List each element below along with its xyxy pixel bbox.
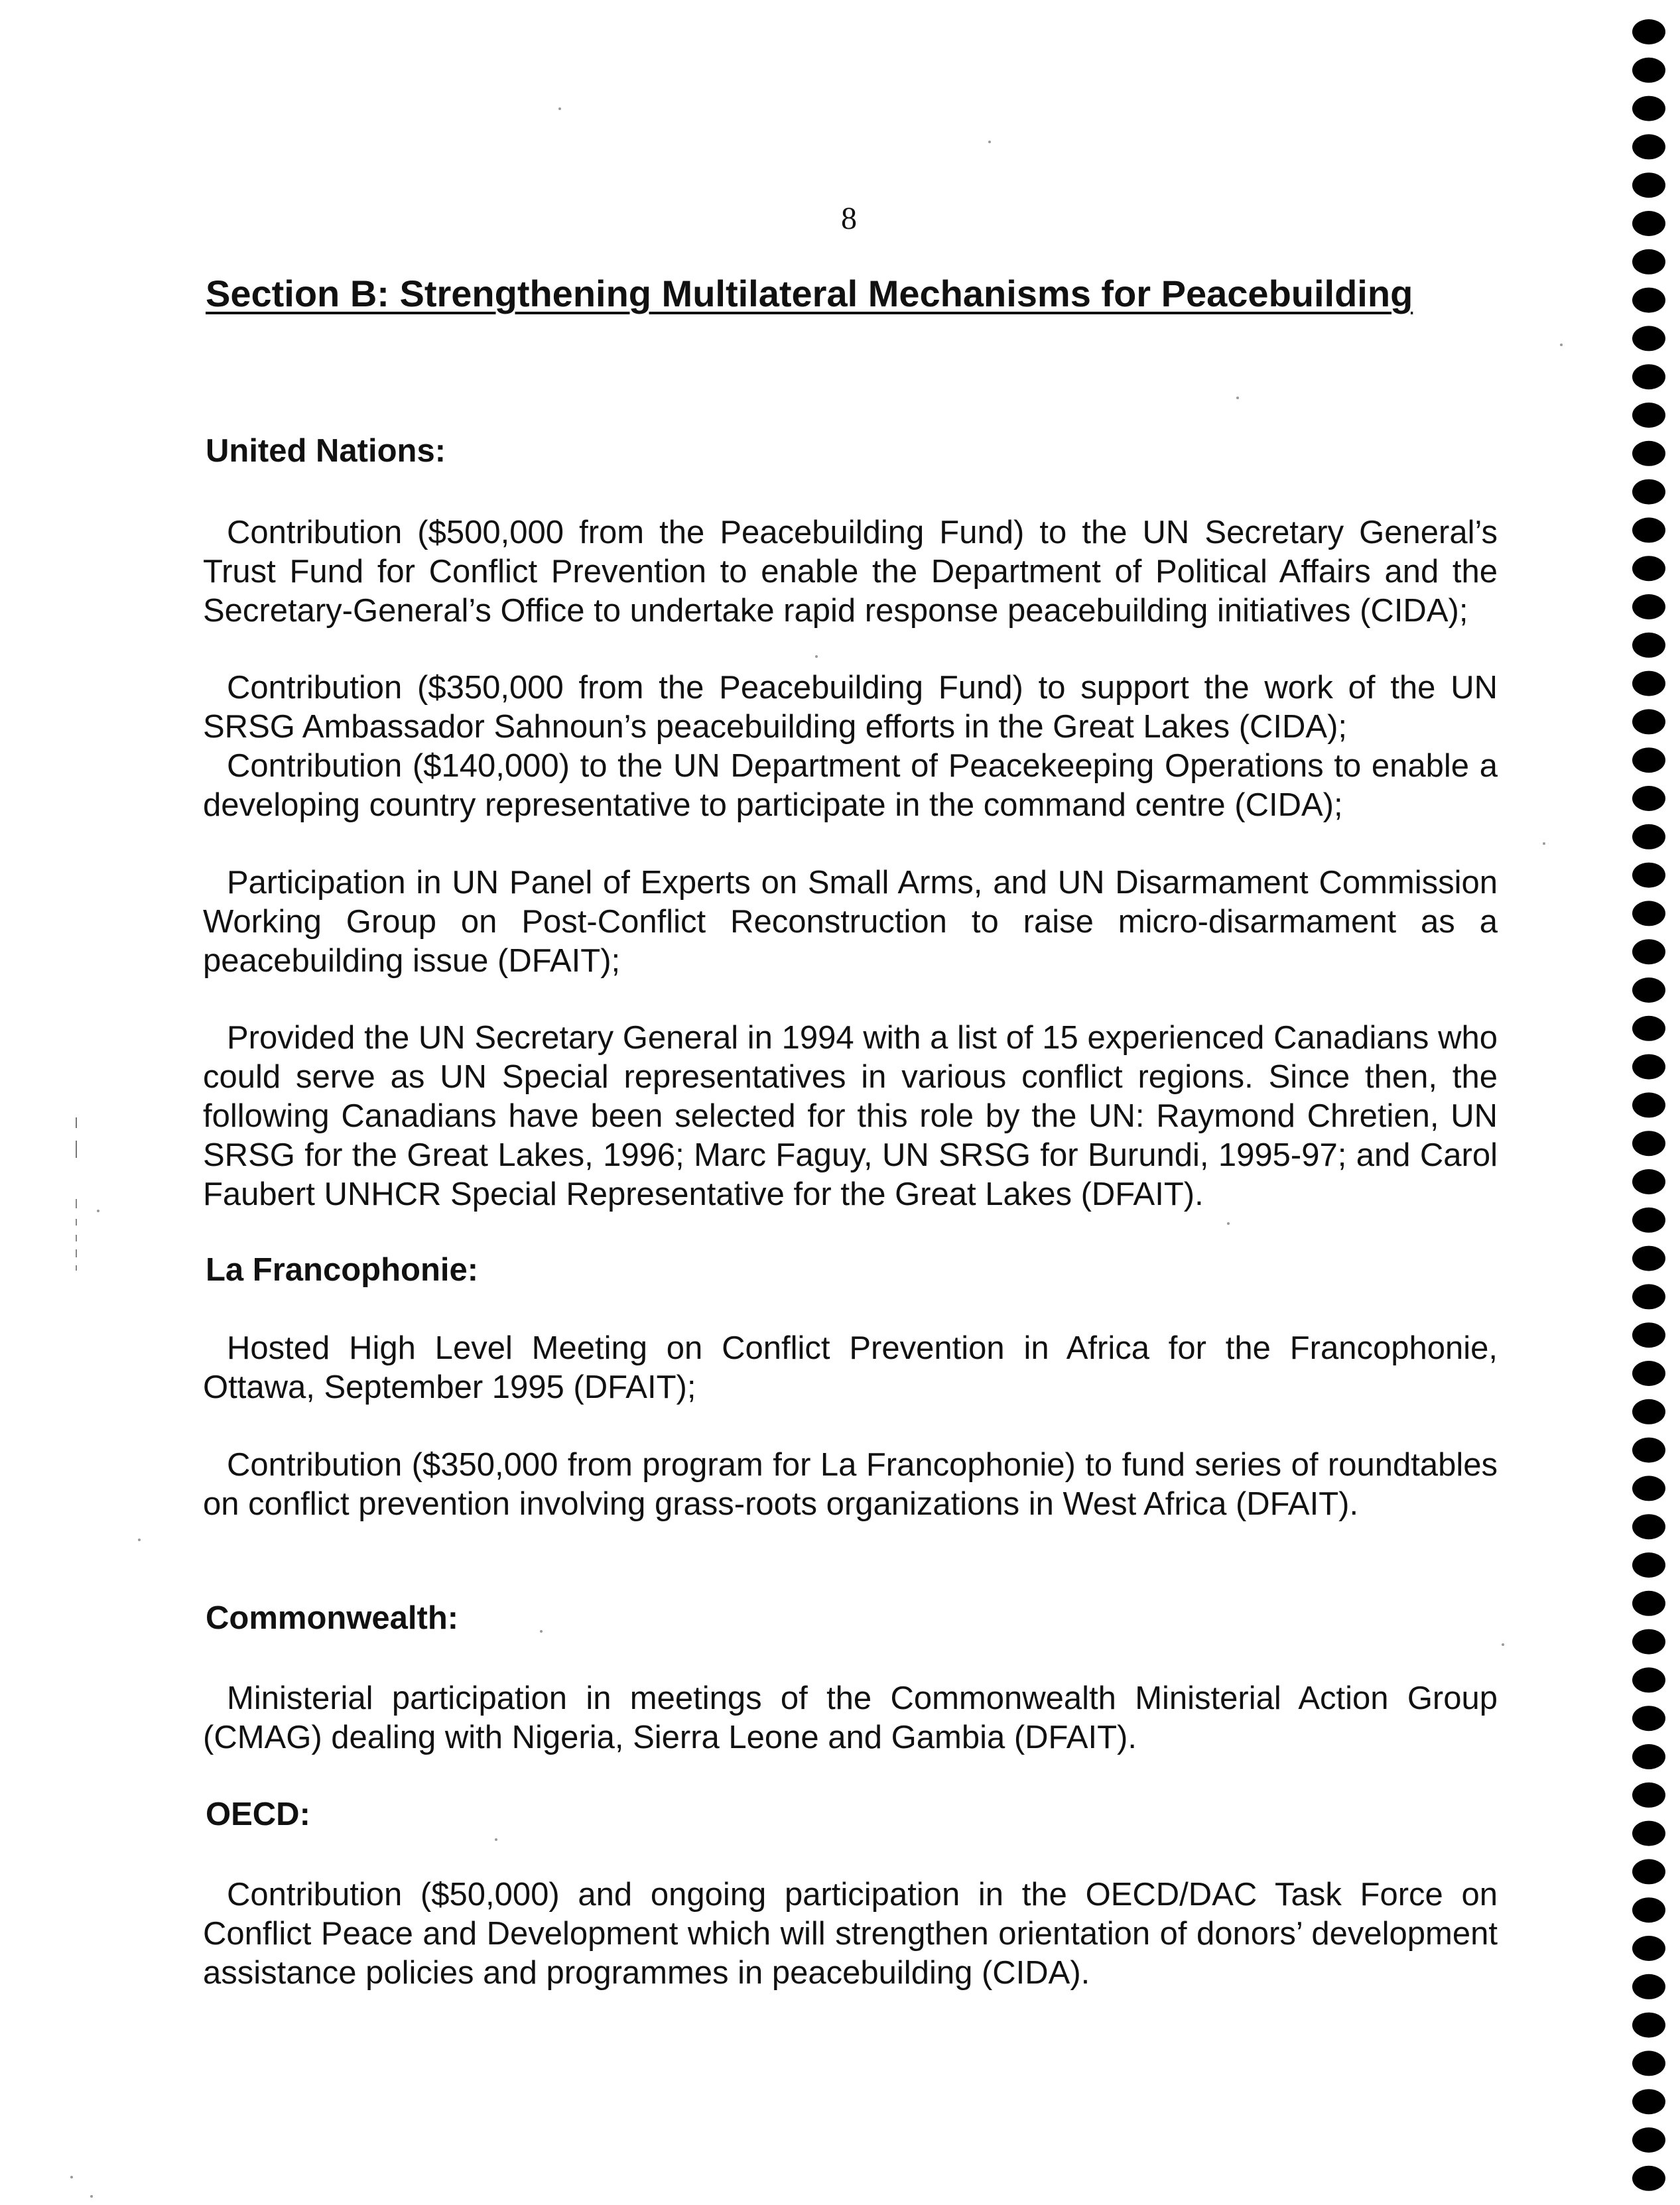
binding-hole bbox=[1632, 1246, 1665, 1271]
binding-hole bbox=[1632, 747, 1665, 773]
binding-hole bbox=[1632, 633, 1665, 658]
binding-hole bbox=[1632, 977, 1665, 1003]
binding-hole bbox=[1632, 1667, 1665, 1692]
binding-hole bbox=[1632, 1783, 1665, 1808]
binding-holes-graphic bbox=[1624, 0, 1670, 2205]
binding-hole bbox=[1632, 403, 1665, 428]
paragraph: Contribution ($350,000 from the Peacebuilding Fund) to support the work of the UN SRSG Ambassador Sahnoun’s peacebuilding efforts in the Great Lakes (CIDA); bbox=[203, 670, 1498, 745]
binding-hole bbox=[1632, 1706, 1665, 1731]
binding-hole bbox=[1632, 1169, 1665, 1194]
heading-united-nations: United Nations: bbox=[206, 433, 446, 469]
binding-hole bbox=[1632, 786, 1665, 811]
binding-hole bbox=[1632, 58, 1665, 83]
binding-hole bbox=[1632, 1208, 1665, 1233]
binding-hole bbox=[1632, 326, 1665, 351]
binding-hole bbox=[1632, 2089, 1665, 2114]
paragraph: Provided the UN Secretary General in 1994 with a list of 15 experienced Canadians who could serve as UN Special representatives in various conflict regions. Since then, the following Canadians have been selected for this role by the UN: Raymond Chretien, UN SRSG for the Great Lakes, 1996; Marc Faguy, UN SRSG for Burundi, 1995-97; and Carol Faubert UNHCR Special Representative for the Great Lakes (DFAIT). bbox=[203, 1020, 1498, 1212]
binding-hole bbox=[1632, 1821, 1665, 1846]
binding-hole bbox=[1632, 671, 1665, 696]
binding-hole bbox=[1632, 134, 1665, 159]
binding-hole bbox=[1632, 441, 1665, 466]
heading-la-francophonie: La Francophonie: bbox=[206, 1252, 479, 1288]
paragraph: Contribution ($140,000) to the UN Department of Peacekeeping Operations to enable a developing country representative to participate in the command centre (CIDA); bbox=[203, 748, 1498, 823]
binding-hole bbox=[1632, 1054, 1665, 1080]
binding-hole bbox=[1632, 1322, 1665, 1348]
binding-hole bbox=[1632, 1936, 1665, 1961]
binding-hole bbox=[1632, 2127, 1665, 2153]
binding-hole bbox=[1632, 249, 1665, 275]
binding-hole bbox=[1632, 556, 1665, 581]
binding-hole bbox=[1632, 1476, 1665, 1501]
binding-hole bbox=[1632, 1131, 1665, 1156]
paragraph: Contribution ($350,000 from program for La Francophonie) to fund series of roundtables on conflict prevention involving grass-roots organizations in West Africa (DFAIT). bbox=[203, 1447, 1498, 1522]
binding-hole bbox=[1632, 1859, 1665, 1884]
binding-hole bbox=[1632, 517, 1665, 542]
binding-hole bbox=[1632, 1629, 1665, 1655]
binding-hole bbox=[1632, 1897, 1665, 1922]
heading-oecd: OECD: bbox=[206, 1796, 310, 1832]
binding-hole bbox=[1632, 1016, 1665, 1041]
binding-hole bbox=[1632, 1438, 1665, 1463]
binding-hole bbox=[1632, 172, 1665, 198]
binding-hole bbox=[1632, 288, 1665, 313]
binding-hole bbox=[1632, 1744, 1665, 1769]
binding-hole bbox=[1632, 1284, 1665, 1309]
binding-hole bbox=[1632, 2166, 1665, 2191]
binding-hole bbox=[1632, 1092, 1665, 1117]
binding-hole bbox=[1632, 211, 1665, 236]
binding-hole bbox=[1632, 2013, 1665, 2038]
binding-hole bbox=[1632, 863, 1665, 888]
binding-hole bbox=[1632, 2050, 1665, 2076]
paragraph: Participation in UN Panel of Experts on Small Arms, and UN Disarmament Commission Working Group on Post-Conflict Reconstruction to raise micro-disarmament as a peacebuilding issue (DFAIT); bbox=[203, 865, 1498, 979]
binding-hole bbox=[1632, 96, 1665, 121]
heading-commonwealth: Commonwealth: bbox=[206, 1600, 459, 1636]
binding-hole bbox=[1632, 824, 1665, 850]
binding-hole bbox=[1632, 1974, 1665, 1999]
binding-hole bbox=[1632, 939, 1665, 964]
binding-hole bbox=[1632, 594, 1665, 619]
binding-hole bbox=[1632, 364, 1665, 389]
binding-hole bbox=[1632, 901, 1665, 926]
binding-holes bbox=[1624, 0, 1670, 2205]
binding-hole bbox=[1632, 1361, 1665, 1386]
binding-hole bbox=[1632, 1591, 1665, 1616]
paragraph: Contribution ($500,000 from the Peacebuilding Fund) to the UN Secretary General’s Trust Fund for Conflict Prevention to enable the Department of Political Affairs and the Secretary-General’s Office to undertake rapid response peacebuilding initiatives (CIDA); bbox=[203, 515, 1498, 629]
section-title: Section B: Strengthening Multilateral Mechanisms for Peacebuilding bbox=[206, 273, 1413, 314]
binding-hole bbox=[1632, 1552, 1665, 1578]
paragraph: Contribution ($50,000) and ongoing participation in the OECD/DAC Task Force on Conflict Peace and Development which will strengthen orientation of donors’ development assistance policies and programmes in peacebuilding (CIDA). bbox=[203, 1877, 1498, 1991]
paragraph: Hosted High Level Meeting on Conflict Prevention in Africa for the Francophonie, Ottawa, September 1995 (DFAIT); bbox=[203, 1330, 1498, 1405]
binding-hole bbox=[1632, 479, 1665, 505]
binding-hole bbox=[1632, 709, 1665, 734]
binding-hole bbox=[1632, 1399, 1665, 1424]
binding-hole bbox=[1632, 19, 1665, 44]
binding-hole bbox=[1632, 1514, 1665, 1539]
page-number: 8 bbox=[841, 201, 857, 236]
paragraph: Ministerial participation in meetings of the Commonwealth Ministerial Action Group (CMAG) dealing with Nigeria, Sierra Leone and Gambia (DFAIT). bbox=[203, 1680, 1498, 1755]
